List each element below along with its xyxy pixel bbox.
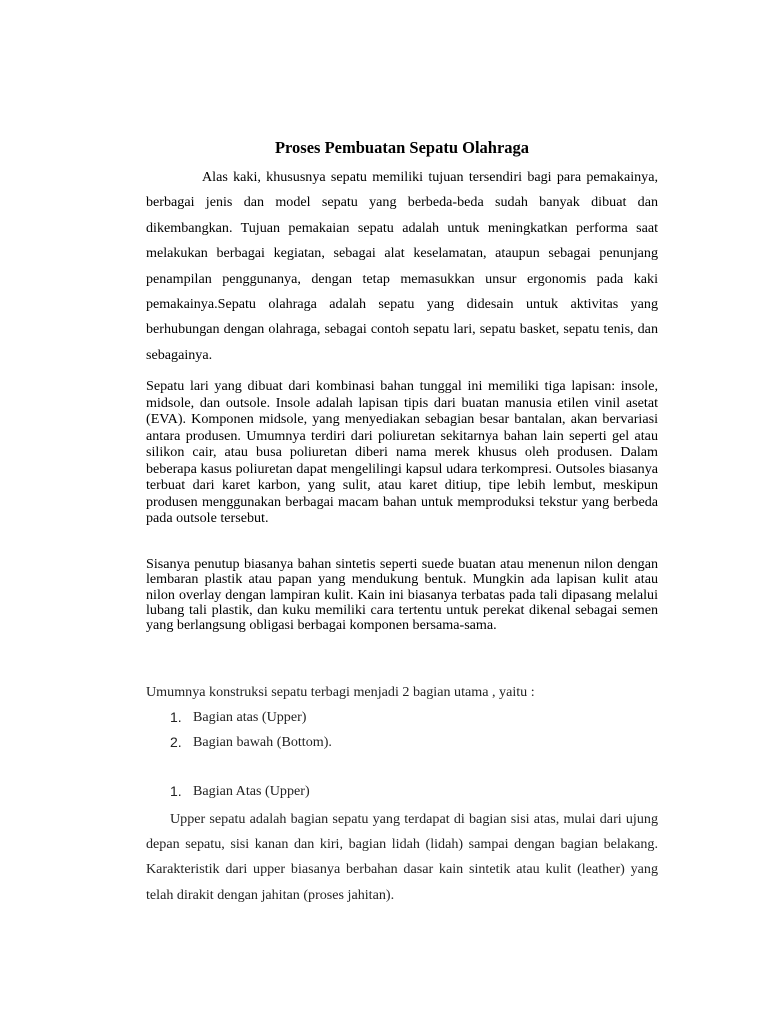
paragraph-upper-definition: Upper sepatu adalah bagian sepatu yang terdapat di bagian sisi atas, mulai dari ujung depan sepatu, sisi kanan dan kiri, bagian lidah (lidah) sampai dengan bagian belakang. Karakteristik dari upper biasanya berbahan dasar kain sintetik atau kulit (leather) yang telah dirakit dengan jahitan (proses jahitan).	[146, 811, 658, 903]
document-title: Proses Pembuatan Sepatu Olahraga	[274, 138, 530, 157]
construction-parts-list	[146, 706, 658, 756]
paragraph-intro: Alas kaki, khususnya sepatu memiliki tujuan tersendiri bagi para pemakainya, berbagai jenis dan model sepatu yang berbeda-beda sudah banyak dibuat dan dikembangkan. Tujuan pemakaian sepatu adalah untuk meningkatkan performa saat melakukan berbagai kegiatan, sebagai alat keselamatan, ataupun sebagai penunjang penampilan penggunanya, dengan tetap memasukkan unsur ergonomis pada kaki pemakainya.Sepatu olahraga adalah sepatu yang didesain untuk aktivitas yang berhubungan dengan olahraga, sebagai contoh sepatu lari, sepatu basket, sepatu tenis, dan sebagainya.	[146, 169, 658, 363]
list-item-number: 2.	[170, 734, 182, 750]
paragraph-upper-materials: Sisanya penutup biasanya bahan sintetis seperti suede buatan atau menenun nilon dengan lembaran plastik atau papan yang mendukung bentuk. Mungkin ada lapisan kulit atau nilon overlay dengan lampiran kulit. Kain ini biasanya terbatas pada tali dipasang melalui lubang tali plastik, dan kuku memiliki cara tertentu untuk perekat dikenal sebagai semen yang berlangsung obligasi berbagai komponen bersama-sama.	[146, 556, 658, 634]
section-heading-number: 1.	[170, 783, 182, 799]
document-page	[146, 0, 658, 1024]
section-heading-text: Bagian Atas (Upper)	[193, 783, 310, 799]
list-item-number: 1.	[170, 709, 182, 725]
paragraph-running-shoe-layers: Sepatu lari yang dibuat dari kombinasi bahan tunggal ini memiliki tiga lapisan: insole, midsole, dan outsole. Insole adalah lapisan tipis dari buatan manusia etilen vinil asetat (EVA). Komponen midsole, yang menyediakan sebagian besar bantalan, akan bervariasi antara produsen. Umumnya terdiri dari poliuretan sekitarnya bahan lain seperti gel atau silikon cair, atau busa poliuretan diberi nama merek khusus oleh produsen. Dalam beberapa kasus poliuretan dapat mengelilingi kapsul udara terkompresi. Outsoles biasanya terbuat dari karet karbon, yang sulit, atau karet ditiup, tipe lebih lembut, meskipun produsen menggunakan berbagai macam bahan untuk memproduksi tekstur yang berbeda pada outsole tersebut.	[146, 378, 658, 526]
list-item-text: Bagian bawah (Bottom).	[193, 734, 332, 750]
section-heading	[146, 780, 658, 805]
list-item	[146, 731, 658, 756]
construction-intro-line: Umumnya konstruksi sepatu terbagi menjadi 2 bagian utama , yaitu :	[146, 684, 535, 700]
list-item-text: Bagian atas (Upper)	[193, 709, 307, 725]
list-item	[146, 706, 658, 731]
section-heading-list	[146, 780, 658, 805]
